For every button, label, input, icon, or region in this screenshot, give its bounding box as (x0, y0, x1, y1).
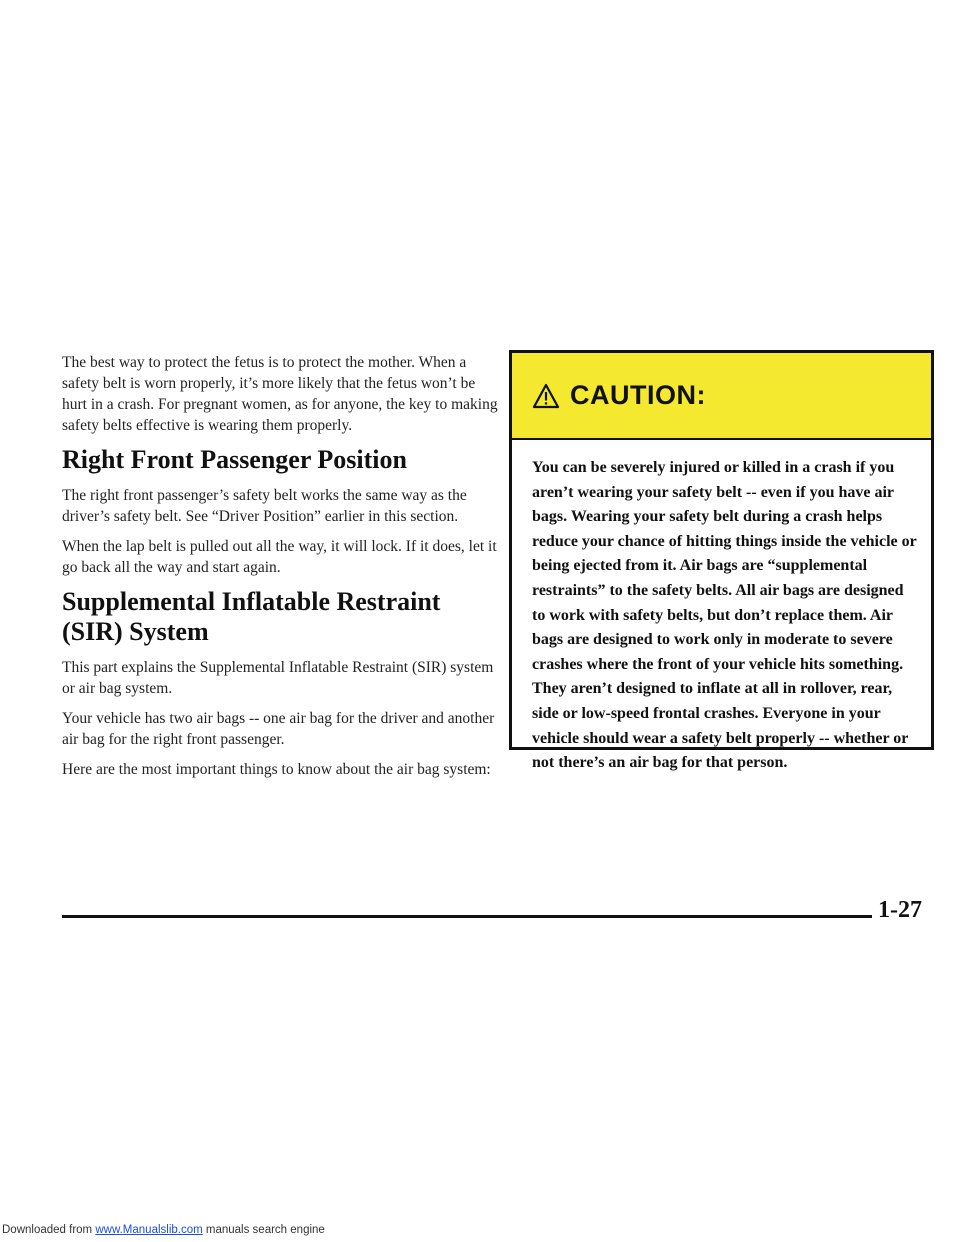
sir-system-heading: Supplemental Inflatable Restraint (SIR) System (62, 587, 441, 646)
caution-text: You can be severely injured or killed in a crash if you aren’t wearing your safety belt -- even if you have air bags. Wearing your safety belt during a crash helps reduce your chance of hitting things inside the vehicle or being ejected from it. Air bags are “supplemental restraints” to the safety belts. All air bags are designed to work with safety belts, but don’t replace them. Air bags are designed to work only in moderate to severe crashes where the front of your vehicle hits something. They aren’t designed to inflate at all in rollover, rear, side or low-speed frontal crashes. Everyone in your vehicle should wear a safety belt properly -- whether or not there’s an air bag for that person. (532, 459, 917, 772)
caution-box (509, 350, 934, 772)
footer-suffix: manuals search engine (202, 1224, 325, 1236)
sir-paragraph-3: Here are the most important things to know about the air bag system: (62, 761, 491, 778)
right-front-passenger-heading: Right Front Passenger Position (62, 445, 407, 474)
right-front-paragraph-1: The right front passenger’s safety belt works the same way as the driver’s safety belt. See “Driver Position” earlier in this section. (62, 487, 467, 525)
left-column (62, 352, 502, 789)
page-number: 1-27 (878, 897, 922, 923)
warning-triangle-icon (532, 383, 560, 409)
fetus-paragraph: The best way to protect the fetus is to protect the mother. When a safety belt is worn properly, it’s more likely that the fetus won’t be hurt in a crash. For pregnant women, as for anyone, the key to making safety belts effective is wearing them properly. (62, 354, 498, 434)
right-front-paragraph-2: When the lap belt is pulled out all the way, it will lock. If it does, let it go back all the way and start again. (62, 538, 497, 576)
sir-paragraph-2: Your vehicle has two air bags -- one air bag for the driver and another air bag for the right front passenger. (62, 710, 495, 748)
download-footer (2, 1224, 325, 1236)
footer-rule (62, 915, 872, 918)
sir-paragraph-1: This part explains the Supplemental Inflatable Restraint (SIR) system or air bag system. (62, 659, 494, 697)
caution-title: CAUTION: (570, 380, 706, 410)
caution-header (512, 353, 931, 440)
footer-prefix: Downloaded from (2, 1224, 96, 1236)
manualslib-link[interactable]: www.Manualslib.com (95, 1224, 203, 1236)
